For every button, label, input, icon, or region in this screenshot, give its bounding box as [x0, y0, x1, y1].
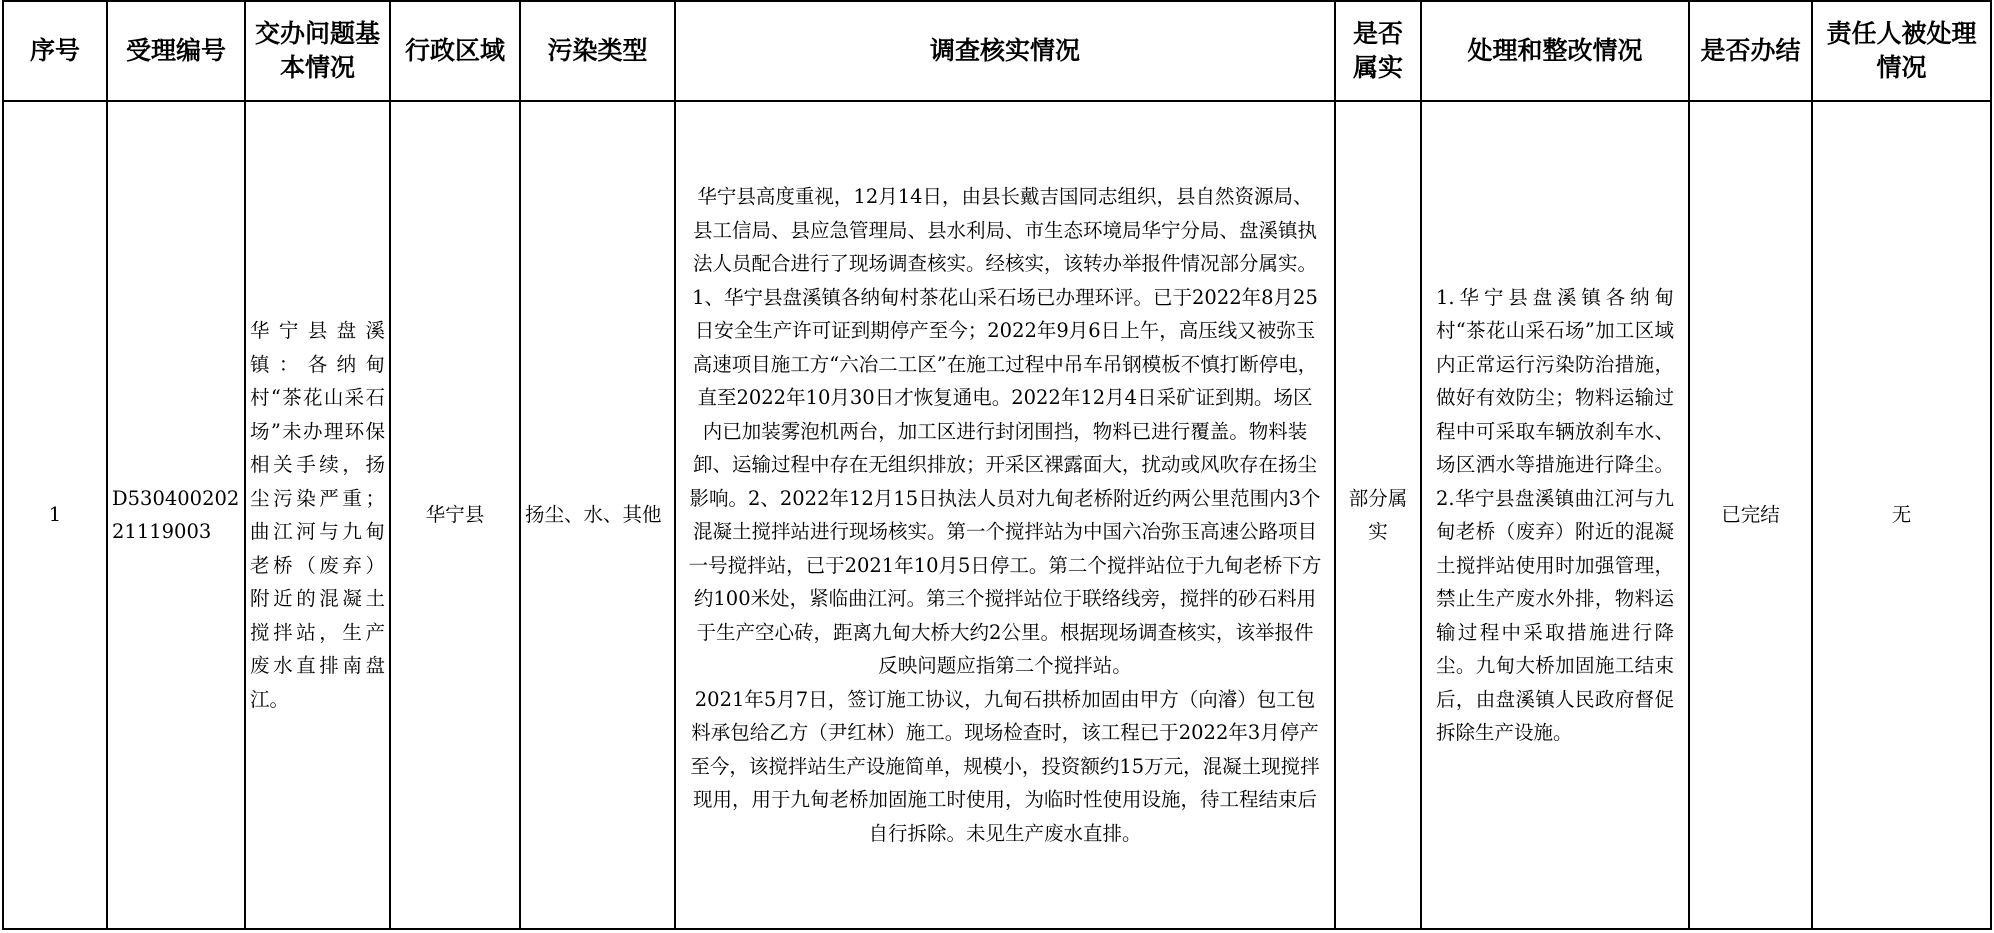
- table-body: [3, 101, 1991, 929]
- header-is-closed: 是否办结: [1689, 1, 1812, 101]
- cell-region: 华宁县: [390, 101, 520, 929]
- survey-paragraph-1: 华宁县高度重视，12月14日，由县长戴吉国同志组织，县自然资源局、县工信局、县应急管理局、县水利局、市生态环境局华宁分局、盘溪镇执法人员配合进行了现场调查核实。经核实，该转办举报件情况部分属实。1、华宁县盘溪镇各纳甸村茶花山采石场已办理环评。已于2022年8月25日安全生产许可证到期停产至今；2022年9月6日上午，高压线又被弥玉高速项目施工方“六冶二工区”在施工过程中吊车吊钢模板不慎打断停电，直至2022年10月30日才恢复通电。2022年12月4日采矿证到期。场区内已加装雾泡机两台，加工区进行封闭围挡，物料已进行覆盖。物料装卸、运输过程中存在无组织排放；开采区裸露面大，扰动或风吹存在扬尘影响。2、2022年12月15日执法人员对九甸老桥附近约两公里范围内3个混凝土搅拌站进行现场核实。第一个搅拌站为中国六冶弥玉高速公路项目一号搅拌站，已于2021年10月5日停工。第二个搅拌站位于九甸老桥下方约100米处，紧临曲江河。第三个搅拌站位于联络线旁，搅拌的砂石料用于生产空心砖，距离九甸大桥大约2公里。根据现场调查核实，该举报件反映问题应指第二个搅拌站。: [688, 185, 1322, 677]
- table-header: [3, 1, 1991, 101]
- header-pollution-type: 污染类型: [520, 1, 675, 101]
- header-accountability: 责任人被处理情况: [1812, 1, 1991, 101]
- cell-is-closed: 已完结: [1689, 101, 1812, 929]
- header-is-true: 是否属实: [1335, 1, 1421, 101]
- header-problem: 交办问题基本情况: [245, 1, 390, 101]
- header-region: 行政区域: [390, 1, 520, 101]
- cell-problem: 华宁县盘溪镇：各纳甸村“茶花山采石场”未办理环保相关手续，扬尘污染严重；曲江河与九甸老桥（废弃）附近的混凝土搅拌站，生产废水直排南盘江。: [245, 101, 390, 929]
- header-survey: 调查核实情况: [675, 1, 1335, 101]
- cell-survey: [675, 101, 1335, 929]
- cell-pollution-type: 扬尘、水、其他: [520, 101, 675, 929]
- header-rectification: 处理和整改情况: [1421, 1, 1689, 101]
- header-case-id: 受理编号: [107, 1, 245, 101]
- cell-rectification: 1.华宁县盘溪镇各纳甸村“茶花山采石场”加工区域内正常运行污染防治措施，做好有效防尘；物料运输过程中可采取车辆放刹车水、场区洒水等措施进行降尘。2.华宁县盘溪镇曲江河与九甸老桥（废弃）附近的混凝土搅拌站使用时加强管理，禁止生产废水外排，物料运输过程中采取措施进行降尘。九甸大桥加固施工结束后，由盘溪镇人民政府督促拆除生产设施。: [1421, 101, 1689, 929]
- survey-paragraph-2: 2021年5月7日，签订施工协议，九甸石拱桥加固由甲方（向濬）包工包料承包给乙方（尹红林）施工。现场检查时，该工程已于2022年3月停产至今，该搅拌站生产设施简单，规模小，投资额约15万元，混凝土现搅拌现用，用于九甸老桥加固施工时使用，为临时性使用设施，待工程结束后自行拆除。未见生产废水直排。: [690, 687, 1320, 845]
- cell-accountability: 无: [1812, 101, 1991, 929]
- cell-index: 1: [3, 101, 107, 929]
- complaint-table: [2, 0, 1992, 930]
- header-index: 序号: [3, 1, 107, 101]
- table-row: [3, 101, 1991, 929]
- cell-case-id: D53040020221119003: [107, 101, 245, 929]
- cell-is-true: 部分属实: [1335, 101, 1421, 929]
- header-row: [3, 1, 1991, 101]
